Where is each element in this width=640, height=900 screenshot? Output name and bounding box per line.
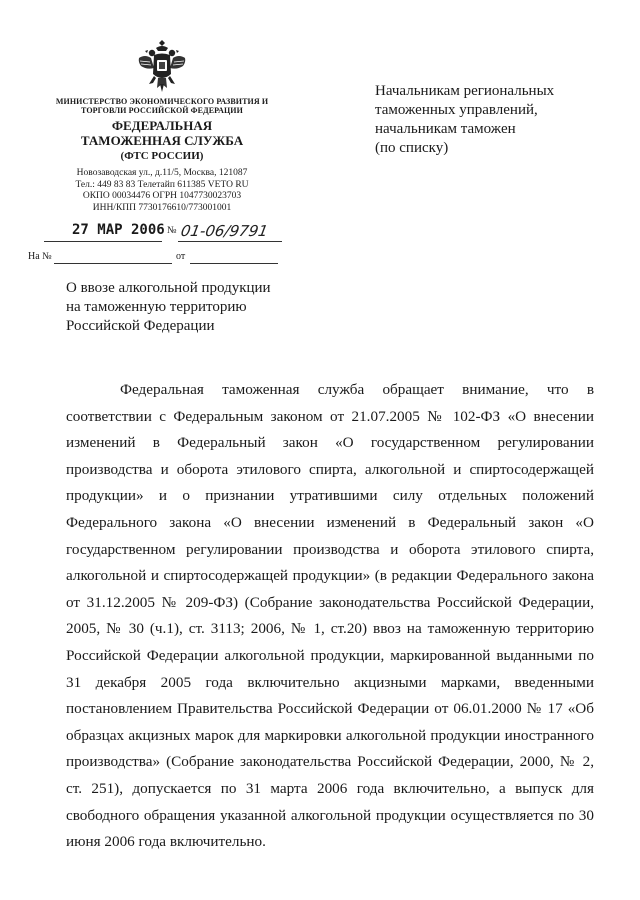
subject-line: О ввозе алкогольной продукции [66, 280, 271, 296]
document-date-number [44, 222, 284, 244]
number-label: № [167, 225, 177, 236]
date-underline [44, 241, 162, 242]
subject-line: на таможенную территорию [66, 299, 247, 315]
coat-of-arms-icon [137, 40, 187, 94]
letter-body: Федеральная таможенная служба обращает внимание, что в соответствии с Федеральным законом от 21.07.2005 № 102-ФЗ «О внесении изменений в Федеральный закон «О государственном регулировании производства и оборота этилового спирта, алкогольной и спиртосодержащей продукции» и о признании утратившими силу отдельных положений Федерального закона «О внесении изменений в Федеральный закон «О государственном регулировании производства и оборота этилового спирта, алкогольной и спиртосодержащей продукции» (в редакции Федерального закона от 31.12.2005 № 209-ФЗ) (Собрание законодательства Российской Федерации, 2005, № 30 (ч.1), ст. 3113; 2006, № 1, ст.20) ввоз на таможенную территорию Российской Федерации алкогольной продукции, маркированной выданными по 31 декабря 2005 года включительно акцизными марками, введенными постановлением Правительства Российской Федерации от 06.01.2000 № 17 «Об образцах акцизных марок для маркировки алкогольной продукции иностранного производства» (Собрание законодательства Российской Федерации, 2000, № 2, ст. 251), допускается по 31 марта 2006 года включительно, а выпуск для свободного обращения указанной алкогольной продукции осуществляется по 30 июня 2006 года включительно. [66, 381, 594, 851]
ref-number-blank [54, 263, 172, 264]
agency-name-line2: ТАМОЖЕННАЯ СЛУЖБА [80, 133, 244, 148]
ref-date-blank [190, 263, 278, 264]
subject-line: Российской Федерации [66, 318, 215, 334]
ref-number-label: На № [28, 251, 52, 262]
recipient-line: начальникам таможен [375, 121, 516, 137]
okpo-line: ОКПО 00034476 ОГРН 1047730023703 [82, 191, 242, 201]
agency-name-line1: ФЕДЕРАЛЬНАЯ [111, 118, 213, 133]
ref-date-label: от [176, 251, 186, 262]
document-number: 01-06/9791 [179, 222, 270, 240]
recipient-line: (по списку) [375, 140, 449, 156]
inn-line: ИНН/КПП 7730176610/773001001 [92, 202, 232, 213]
agency-name [52, 118, 272, 148]
recipient-line: таможенных управлений, [375, 102, 538, 118]
agency-address [52, 168, 272, 214]
reference-line [28, 251, 288, 269]
agency-abbreviation: (ФТС РОССИИ) [120, 150, 204, 162]
number-underline [178, 241, 282, 242]
address-line: Новозаводская ул., д.11/5, Москва, 121087 [76, 168, 248, 178]
phone-line: Тел.: 449 83 83 Телетайп 611385 VETO RU [75, 179, 249, 190]
ministry-name: МИНИСТЕРСТВО ЭКОНОМИЧЕСКОГО РАЗВИТИЯ И ТОРГОВЛИ РОССИЙСКОЙ ФЕДЕРАЦИИ [55, 97, 269, 115]
recipient-block [375, 82, 615, 158]
subject-block [66, 279, 326, 336]
recipient-line: Начальникам региональных [375, 83, 555, 99]
document-date: 27 МАР 2006 [72, 222, 165, 238]
